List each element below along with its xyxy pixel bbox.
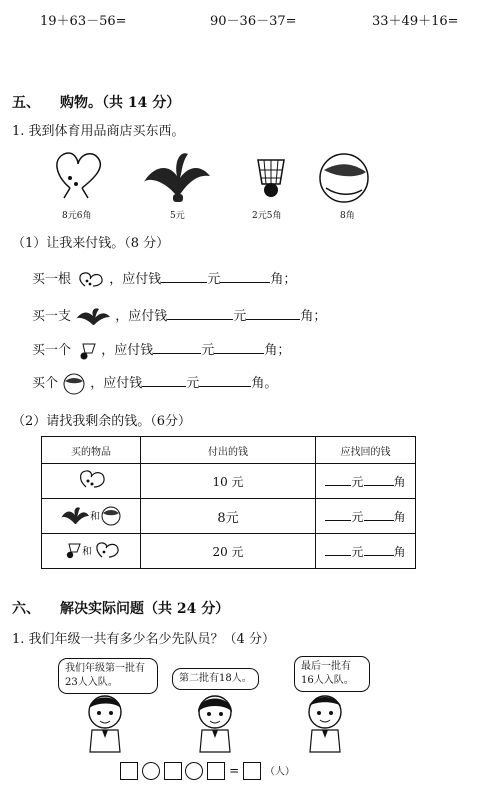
table-row [42,499,416,534]
calc-expression-1: 19＋63－56= [40,14,127,29]
beach-ball-icon [62,373,86,395]
pay-row-3-prefix: 买一个 [32,343,72,358]
answer-blank-yuan-1[interactable] [161,270,207,283]
table-row [42,534,416,569]
price-beach-ball: 8角 [340,211,355,221]
change-blank-yuan-1[interactable] [325,473,351,486]
pay-row-1-mid: ，应付钱 [109,272,162,287]
answer-blank-yuan-4[interactable] [142,374,186,387]
table-row [42,464,416,499]
row-1-items [42,464,141,499]
beach-ball-icon [318,152,370,204]
pay-row-1-prefix: 买一根 [32,272,72,287]
jiao-unit-4: 角。 [251,376,278,391]
answer-box-result[interactable] [243,762,261,780]
yuan-unit-3: 元 [201,343,215,358]
section-6-number: 六、 [12,601,40,617]
header-change: 应找回的钱 [316,437,416,464]
jiao-unit: 角 [393,509,406,524]
jiao-unit-3: 角； [264,343,291,358]
section-5-title: 购物。（共 14 分） [60,95,181,111]
jump-rope-icon [48,148,108,208]
answer-box-1[interactable] [120,762,138,780]
change-blank-yuan-3[interactable] [325,543,351,556]
section-6-title: 解决实际问题（共 24 分） [60,601,230,617]
change-blank-jiao-2[interactable] [364,508,394,521]
price-jump-rope: 8元6角 [62,211,92,221]
row-1-paid: 10 元 [141,464,316,499]
yuan-unit-2: 元 [233,309,247,324]
pay-row-3 [32,339,290,361]
answer-blank-yuan-3[interactable] [153,341,201,354]
change-blank-yuan-2[interactable] [325,508,351,521]
jiao-unit-2: 角； [300,309,327,324]
row-2-items [42,499,141,534]
part-2-heading: （2）请找我剩余的钱。（6分） [12,414,192,429]
row-3-change [316,534,416,569]
badminton-shuttlecock-icon [244,152,292,204]
badminton-shuttlecock-icon [75,341,97,361]
header-paid: 付出的钱 [141,437,316,464]
change-blank-jiao-3[interactable] [364,543,394,556]
header-items: 买的物品 [42,437,141,464]
shuttlecock-feather-icon [142,148,212,208]
row-3-items [42,534,141,569]
and-label: 和 [82,546,92,558]
pay-row-2-prefix: 买一支 [32,309,72,324]
pay-row-2-mid: ，应付钱 [115,309,168,324]
pay-row-4-prefix: 买个 [32,376,59,391]
calc-expression-2: 90－36－37= [210,14,297,29]
price-badminton-shuttlecock: 2元5角 [252,211,282,221]
jiao-unit: 角 [393,544,406,559]
pay-row-1 [32,268,296,290]
yuan-unit-4: 元 [186,376,200,391]
boy-child-illustration-1 [80,692,130,758]
unit-label: （人） [264,766,295,778]
equation-row [120,762,295,780]
answer-blank-jiao-3[interactable] [214,341,264,354]
pay-row-3-mid: ，应付钱 [101,343,154,358]
yuan-unit: 元 [351,544,364,559]
change-blank-jiao-1[interactable] [364,473,394,486]
girl-child-illustration [190,692,240,758]
yuan-unit: 元 [351,509,364,524]
part-1-heading: （1）让我来付钱。（8 分） [12,236,170,251]
table-header-row [42,437,416,464]
pay-row-4 [32,372,277,395]
yuan-unit: 元 [351,474,364,489]
equals-sign: = [229,763,240,778]
pay-row-4-mid: ，应付钱 [90,376,143,391]
answer-blank-jiao-4[interactable] [199,374,251,387]
speech-bubble-2: 第二批有18人。 [172,668,259,690]
badminton-shuttlecock-icon [62,541,82,561]
answer-box-2[interactable] [164,762,182,780]
operator-circle-2[interactable] [185,762,203,780]
operator-circle-1[interactable] [142,762,160,780]
and-label: 和 [90,511,100,523]
row-1-change [316,464,416,499]
speech-bubble-1: 我们年级第一批有23人入队。 [58,658,158,694]
change-table [41,436,416,569]
yuan-unit-1: 元 [207,272,221,287]
row-2-change [316,499,416,534]
calc-expression-3: 33＋49＋16= [372,14,459,29]
question-6-1-prompt: 1. 我们年级一共有多少名少先队员？（4 分） [12,632,275,647]
shuttlecock-feather-icon [60,506,90,526]
jump-rope-icon [92,539,120,563]
section-5-number: 五、 [12,95,40,111]
speech-bubble-3: 最后一批有16人入队。 [294,656,370,692]
row-2-paid: 8元 [141,499,316,534]
shuttlecock-feather-icon [75,307,111,327]
row-3-paid: 20 元 [141,534,316,569]
boy-child-illustration-2 [300,692,350,758]
jiao-unit: 角 [393,474,406,489]
jiao-unit-1: 角； [270,272,297,287]
price-shuttlecock-feather: 5元 [170,211,185,221]
beach-ball-icon [100,505,122,527]
answer-box-3[interactable] [207,762,225,780]
jump-rope-icon [75,467,107,493]
question-1-prompt: 1. 我到体育用品商店买东西。 [12,124,185,139]
answer-blank-yuan-2[interactable] [167,307,233,320]
pay-row-2 [32,305,326,327]
answer-blank-jiao-2[interactable] [246,307,300,320]
jump-rope-icon [75,270,105,290]
answer-blank-jiao-1[interactable] [220,270,270,283]
